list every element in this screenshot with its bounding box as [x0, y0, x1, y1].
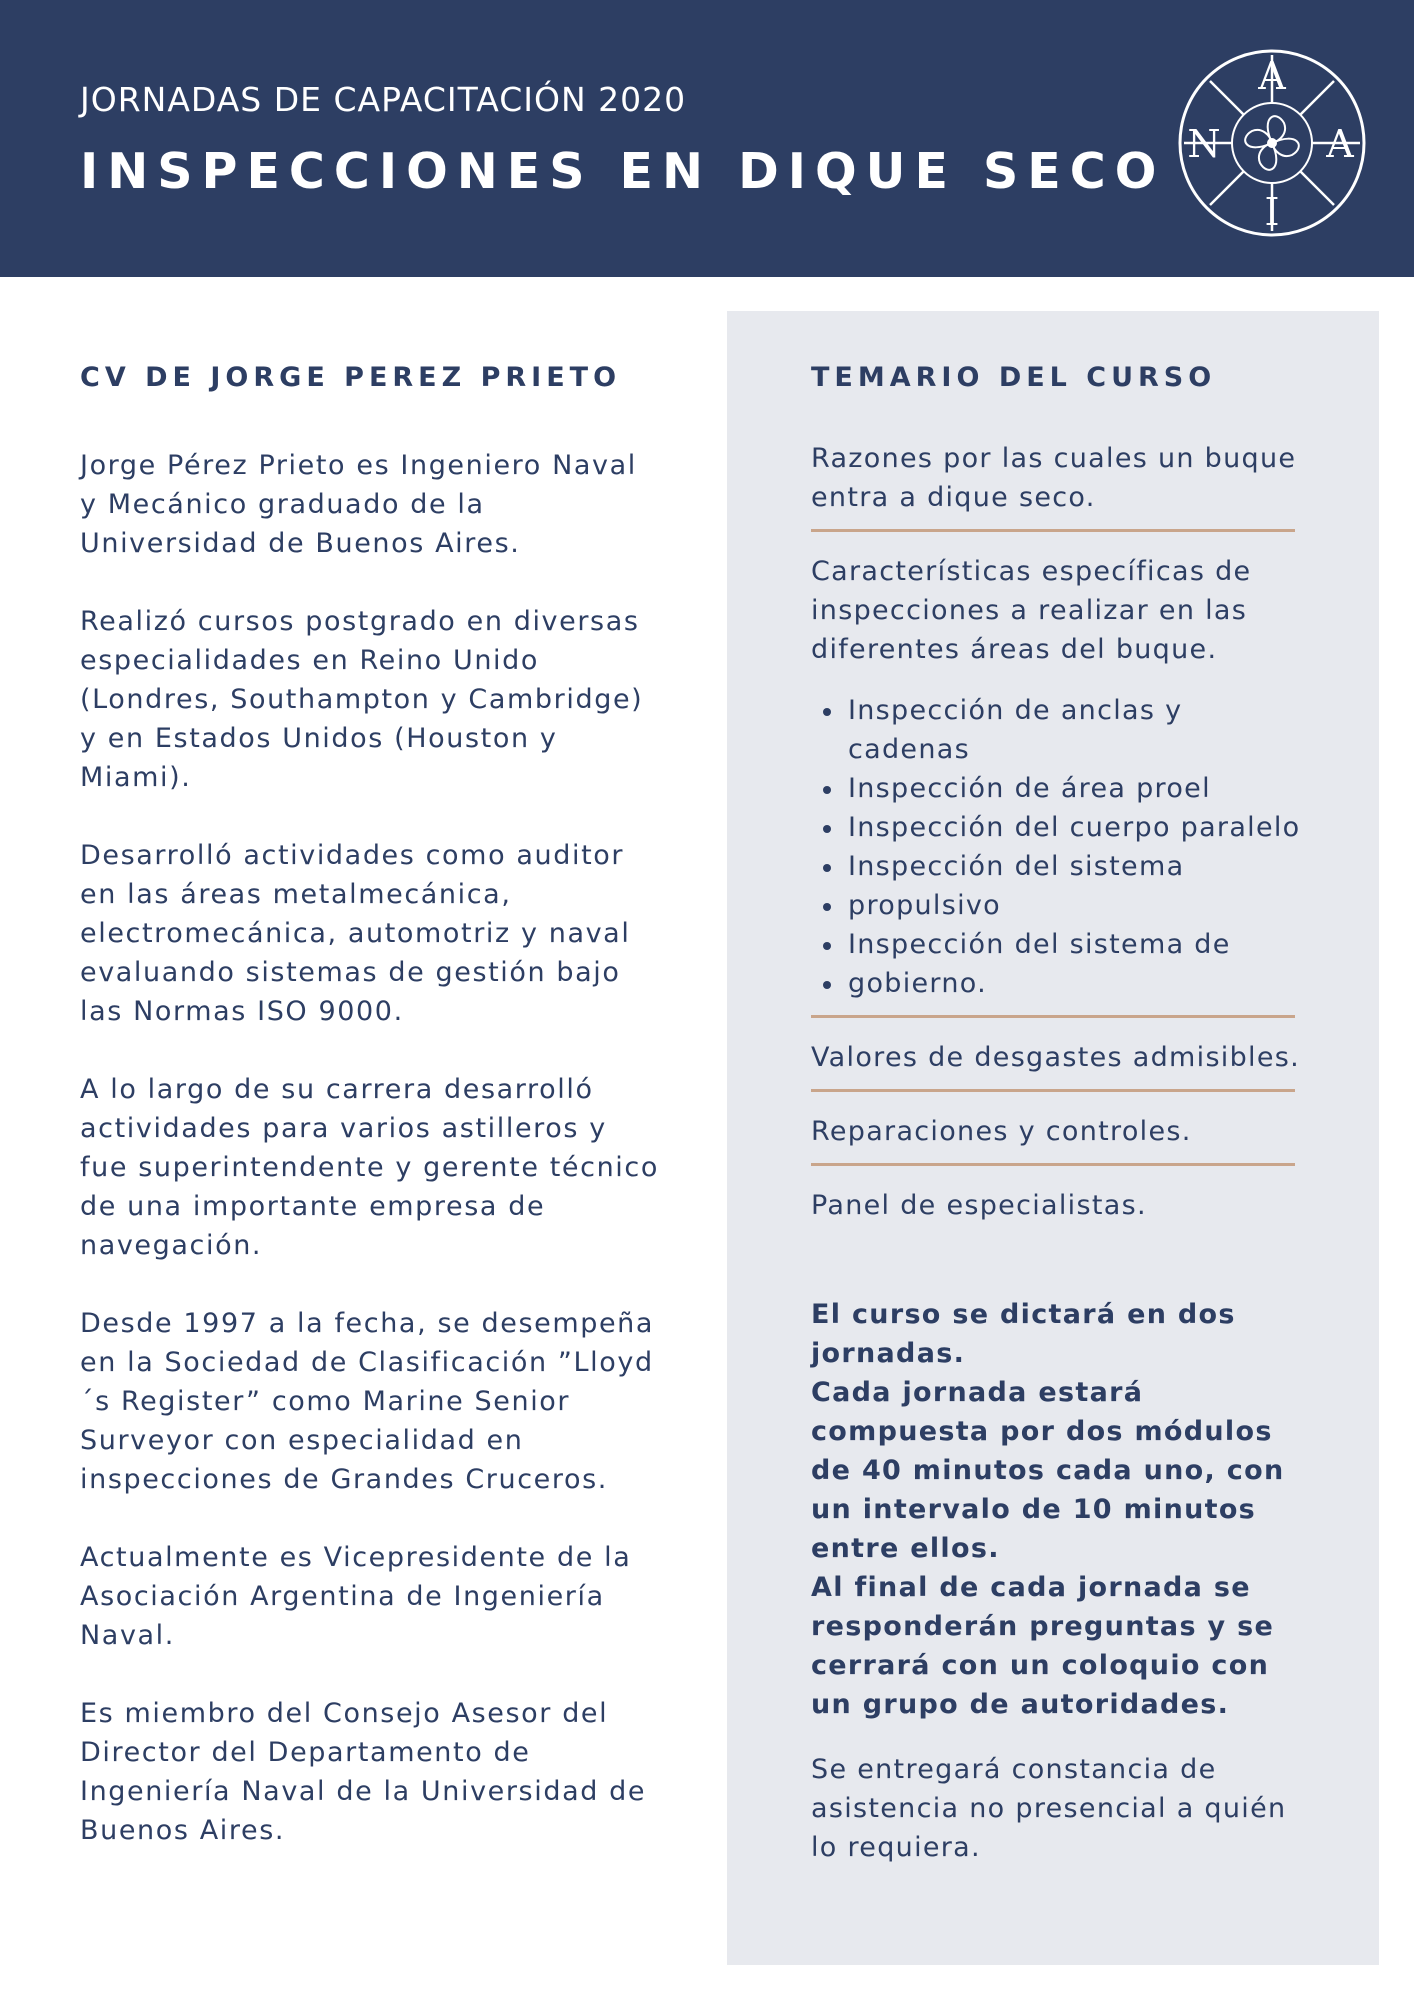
bullet-dot-icon [823, 903, 831, 911]
temario-heading: TEMARIO DEL CURSO [811, 362, 1217, 393]
bullet-dot-icon [823, 864, 831, 872]
cv-paragraph: Desde 1997 a la fecha, se desempeña en la Sociedad de Clasificación ”Lloyd´s Register” como Marine Senior Surveyor con especialidad en inspecciones de Grandes Cruceros. [80, 1308, 655, 1495]
certificate-note: Se entregará constancia de asistencia no presencial a quién lo requiera. [811, 1754, 1287, 1863]
inspection-list-item [811, 691, 1301, 769]
logo-letter-top: A [1258, 54, 1286, 98]
page-title: INSPECCIONES EN DIQUE SECO [80, 143, 1166, 200]
inspection-list-item [811, 769, 1301, 808]
topic-divider [811, 529, 1295, 532]
cv-paragraphs [80, 446, 660, 1850]
cv-paragraph: Realizó cursos postgrado en diversas especialidades en Reino Unido (Londres, Southampton y Cambridge) y en Estados Unidos (Houston y Miami). [80, 606, 644, 793]
cv-heading: CV DE JORGE PEREZ PRIETO [80, 362, 622, 393]
topic-divider [811, 1163, 1295, 1166]
inspection-list-item [811, 808, 1301, 847]
cv-paragraph: Es miembro del Consejo Asesor del Director del Departamento de Ingeniería Naval de la Universidad de Buenos Aires. [80, 1698, 647, 1846]
inspection-list-item [811, 925, 1301, 964]
inspection-list-item [811, 886, 1301, 925]
cv-paragraph: Desarrolló actividades como auditor en las áreas metalmecánica, electromecánica, automotriz y naval evaluando sistemas de gestión bajo las Normas ISO 9000. [80, 840, 631, 1027]
header-kicker: JORNADAS DE CAPACITACIÓN 2020 [80, 80, 687, 119]
topic-item: Panel de especialistas. [811, 1190, 1147, 1221]
association-logo [1176, 47, 1368, 239]
cv-section [80, 362, 660, 1889]
inspection-list-label: propulsivo [848, 890, 1001, 921]
temario-panel [727, 311, 1379, 1965]
topic-item: Valores de desgastes admisibles. [811, 1042, 1301, 1073]
topic-divider [811, 1015, 1295, 1018]
schedule-line: Cada jornada estará compuesta por dos módulos de 40 minutos cada uno, con un intervalo de 10 minutos entre ellos. [811, 1377, 1285, 1564]
inspection-list-label: Inspección de área proel [848, 773, 1211, 804]
inspection-list-label: Inspección del sistema de [848, 929, 1231, 960]
inspection-list-item [811, 964, 1301, 1003]
schedule-line: El curso se dictará en dos jornadas. [811, 1299, 1236, 1369]
cv-paragraph: A lo largo de su carrera desarrolló actividades para varios astilleros y fue superintendente y gerente técnico de una importante empresa de navegación. [80, 1074, 659, 1261]
header-banner [0, 0, 1414, 277]
bullet-dot-icon [823, 825, 831, 833]
course-schedule-note [811, 1295, 1301, 1724]
inspection-list [811, 691, 1301, 1003]
bullet-dot-icon [823, 981, 831, 989]
bullet-dot-icon [823, 942, 831, 950]
bullet-dot-icon [823, 708, 831, 716]
inspection-list-label: Inspección del cuerpo paralelo [848, 812, 1301, 843]
inspection-list-label: gobierno. [848, 968, 987, 999]
inspection-list-label: Inspección de anclas y cadenas [848, 695, 1183, 765]
topic-divider [811, 1089, 1295, 1092]
schedule-line: Al final de cada jornada se responderán preguntas y se cerrará con un coloquio con un grupo de autoridades. [811, 1572, 1275, 1720]
logo-letter-left: N [1187, 122, 1221, 166]
logo-letter-right: A [1326, 122, 1354, 166]
inspection-list-item [811, 847, 1301, 886]
ship-wheel-logo-icon [1176, 47, 1368, 239]
logo-letter-bottom: I [1264, 190, 1280, 234]
topic-item: Características específicas de inspecciones a realizar en las diferentes áreas del buque. [811, 556, 1252, 665]
cv-paragraph: Actualmente es Vicepresidente de la Asociación Argentina de Ingeniería Naval. [80, 1542, 632, 1651]
inspection-list-label: Inspección del sistema [848, 851, 1185, 882]
cv-paragraph: Jorge Pérez Prieto es Ingeniero Naval y Mecánico graduado de la Universidad de Buenos Aires. [80, 450, 637, 559]
temario-content [811, 362, 1301, 1867]
topic-item: Razones por las cuales un buque entra a dique seco. [811, 443, 1297, 513]
topic-item: Reparaciones y controles. [811, 1116, 1192, 1147]
bullet-dot-icon [823, 786, 831, 794]
